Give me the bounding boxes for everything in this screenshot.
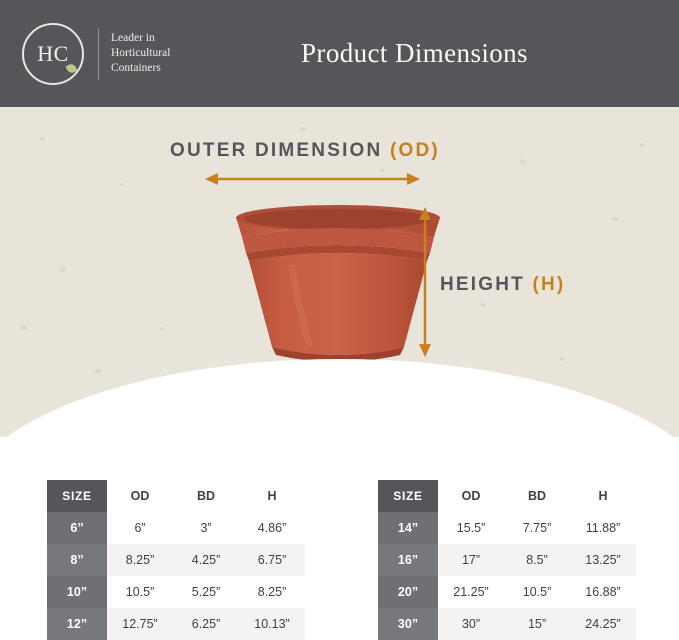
cell-size: 8” [47, 544, 107, 576]
cell-bd: 4.25” [173, 544, 239, 576]
height-label: HEIGHT (H) [440, 274, 566, 295]
cell-od: 8.25” [107, 544, 173, 576]
cell-size: 14” [378, 512, 438, 544]
cell-bd: 15” [504, 608, 570, 640]
cell-h: 13.25” [570, 544, 636, 576]
dimension-table-large [378, 480, 636, 640]
cell-size: 6” [47, 512, 107, 544]
table-row [47, 512, 305, 544]
cell-od: 15.5” [438, 512, 504, 544]
column-header-od: OD [107, 480, 173, 512]
table-header-row [47, 480, 305, 512]
cell-bd: 5.25” [173, 576, 239, 608]
dimension-table-small [47, 480, 305, 640]
page-header [0, 0, 679, 107]
column-header-h: H [570, 480, 636, 512]
table-row [47, 608, 305, 640]
column-header-bd: BD [173, 480, 239, 512]
column-header-od: OD [438, 480, 504, 512]
cell-od: 21.25” [438, 576, 504, 608]
height-arrow [415, 207, 435, 357]
cell-size: 12” [47, 608, 107, 640]
cell-bd: 7.75” [504, 512, 570, 544]
table-header-row [378, 480, 636, 512]
cell-od: 12.75” [107, 608, 173, 640]
table-row [378, 544, 636, 576]
column-header-bd: BD [504, 480, 570, 512]
page-title: Product Dimensions [301, 38, 528, 68]
cell-size: 16” [378, 544, 438, 576]
cell-size: 30” [378, 608, 438, 640]
cell-bd: 6.25” [173, 608, 239, 640]
cell-od: 30” [438, 608, 504, 640]
cell-size: 20” [378, 576, 438, 608]
cell-bd: 3” [173, 512, 239, 544]
logo-monogram: HC [37, 40, 69, 66]
column-header-size: SIZE [378, 480, 438, 512]
cell-bd: 10.5” [504, 576, 570, 608]
logo-tagline: Leader in Horticultural Containers [111, 32, 171, 74]
column-header-size: SIZE [47, 480, 107, 512]
cell-size: 10” [47, 576, 107, 608]
cell-bd: 8.5” [504, 544, 570, 576]
cell-h: 11.88” [570, 512, 636, 544]
outer-dimension-label: OUTER DIMENSION (OD) [170, 140, 440, 161]
table-row [47, 576, 305, 608]
cell-od: 6” [107, 512, 173, 544]
cell-h: 24.25” [570, 608, 636, 640]
column-header-h: H [239, 480, 305, 512]
cell-h: 4.86” [239, 512, 305, 544]
table-row [47, 544, 305, 576]
cell-od: 10.5” [107, 576, 173, 608]
cell-h: 16.88” [570, 576, 636, 608]
table-row [378, 512, 636, 544]
dimension-tables [0, 437, 679, 636]
cell-h: 10.13” [239, 608, 305, 640]
outer-dimension-arrow [205, 169, 420, 189]
panel-bottom-curve [0, 359, 679, 437]
dimension-diagram [0, 107, 679, 437]
table-row [378, 576, 636, 608]
table-row [378, 608, 636, 640]
cell-h: 6.75” [239, 544, 305, 576]
cell-h: 8.25” [239, 576, 305, 608]
cell-od: 17” [438, 544, 504, 576]
